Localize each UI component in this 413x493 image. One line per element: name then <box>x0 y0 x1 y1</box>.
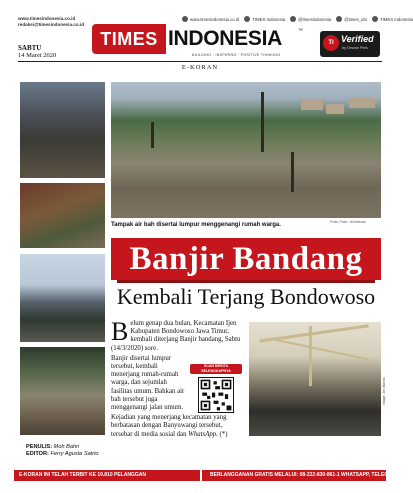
social-website[interactable]: www.timesindonesia.co.id <box>182 16 239 22</box>
photo-credit: Foto-Foto: Ishmewa <box>330 219 366 224</box>
photo-house <box>349 98 375 108</box>
logo-trademark: ™ <box>298 28 303 34</box>
photo-tree <box>261 92 264 152</box>
footer-subscribe-info[interactable]: BERLANGGANAN GRATIS MELALUI: 08-222-830-861-1 WHATSAPP, TELEGRAM <box>202 470 386 481</box>
qr-code-icon[interactable] <box>198 377 234 413</box>
article-credits <box>26 444 98 458</box>
instagram-icon <box>290 16 296 22</box>
logo-indonesia: INDONESIA <box>168 27 282 50</box>
photo-house <box>301 100 323 110</box>
verified-title: Verified <box>341 34 374 44</box>
paragraph-2: Banjir disertai lumpur tersebut, kembali menerjang rumah-rumah warga, dan sejumlah fasilitas umum. Bahkan air bah tersebut juga menggenangi jalan umum. <box>111 354 185 412</box>
main-flood-photo <box>111 82 381 218</box>
times-indonesia-logo <box>92 24 304 62</box>
photo-beam <box>270 338 368 361</box>
photo-beam <box>309 326 312 386</box>
paragraph-1: Belum genap dua bulan, Kecamatan Ijen Kabupaten Bondowoso Jawa Timur, kembali diterjang Banjir bandang, Sabtu (14/3/2020) sore. <box>111 317 241 352</box>
issue-full-date: 14 Maret 2020 <box>18 52 57 59</box>
side-photo-4 <box>20 347 105 435</box>
edition-label: E-KORAN <box>18 64 382 74</box>
ti-logo-icon: TI <box>323 35 339 51</box>
side-photo-2 <box>20 183 105 248</box>
verified-badge <box>320 31 380 57</box>
editor-line: EDITOR: Ferry Agusta Satrio <box>26 451 99 457</box>
qr-code-box[interactable] <box>190 364 242 422</box>
writer-line: PENULIS: Moh Bahri <box>26 444 80 450</box>
photo-house <box>326 104 344 114</box>
issue-day: SABTU <box>18 44 42 52</box>
twitter-icon <box>336 16 342 22</box>
masthead-urls <box>18 16 84 28</box>
social-twitter[interactable]: @times_idn <box>336 16 367 22</box>
photo-tree <box>151 122 154 148</box>
logo-times: TIMES <box>92 24 166 54</box>
issue-date <box>18 44 56 60</box>
website-url[interactable]: www.timesindonesia.co.id <box>18 16 76 21</box>
logo-tagline: BUILDING · INSPIRING · POSITIVE THINKING <box>192 53 281 57</box>
side-photo-3 <box>20 254 105 342</box>
footer-subscribers: E-KORAN INI TELAH TERBIT KE 19.810 PELANGGAN <box>14 470 200 481</box>
paragraph-3: Kejadian yang menerjang kecamatan yang berbatasan dengan Banyuwangi tersebut, tersebar di media sosial dan WhatsApp. (*) <box>111 414 228 438</box>
email-address[interactable]: redaksi@timesindonesia.co.id <box>18 22 85 27</box>
qr-label: SCAN BERITA SELENGKAPNYA <box>190 364 242 374</box>
social-links <box>182 16 413 22</box>
social-facebook[interactable]: TIMES Indonesia <box>244 16 285 22</box>
subheadline: Kembali Terjang Bondowoso <box>116 284 376 309</box>
footer-bar <box>14 470 400 481</box>
photo-caption: Tampak air bah disertai lumpur menggenangi rumah warga. <box>111 222 281 228</box>
headline: Banjir Bandang <box>129 241 363 277</box>
headline-banner <box>111 238 381 280</box>
right-photo-credit: Image: Jen Bahria <box>382 377 386 405</box>
verified-subtitle: by Dewan Pers <box>342 46 368 50</box>
photo-tree <box>291 152 294 192</box>
youtube-icon <box>372 16 378 22</box>
globe-icon <box>182 16 188 22</box>
social-instagram[interactable]: @timesindonesia <box>290 16 331 22</box>
facebook-icon <box>244 16 250 22</box>
interior-flood-photo <box>249 322 381 436</box>
dropcap: B <box>111 317 129 346</box>
social-youtube[interactable]: TIMES Indonesia <box>372 16 413 22</box>
side-photo-1 <box>20 82 105 178</box>
